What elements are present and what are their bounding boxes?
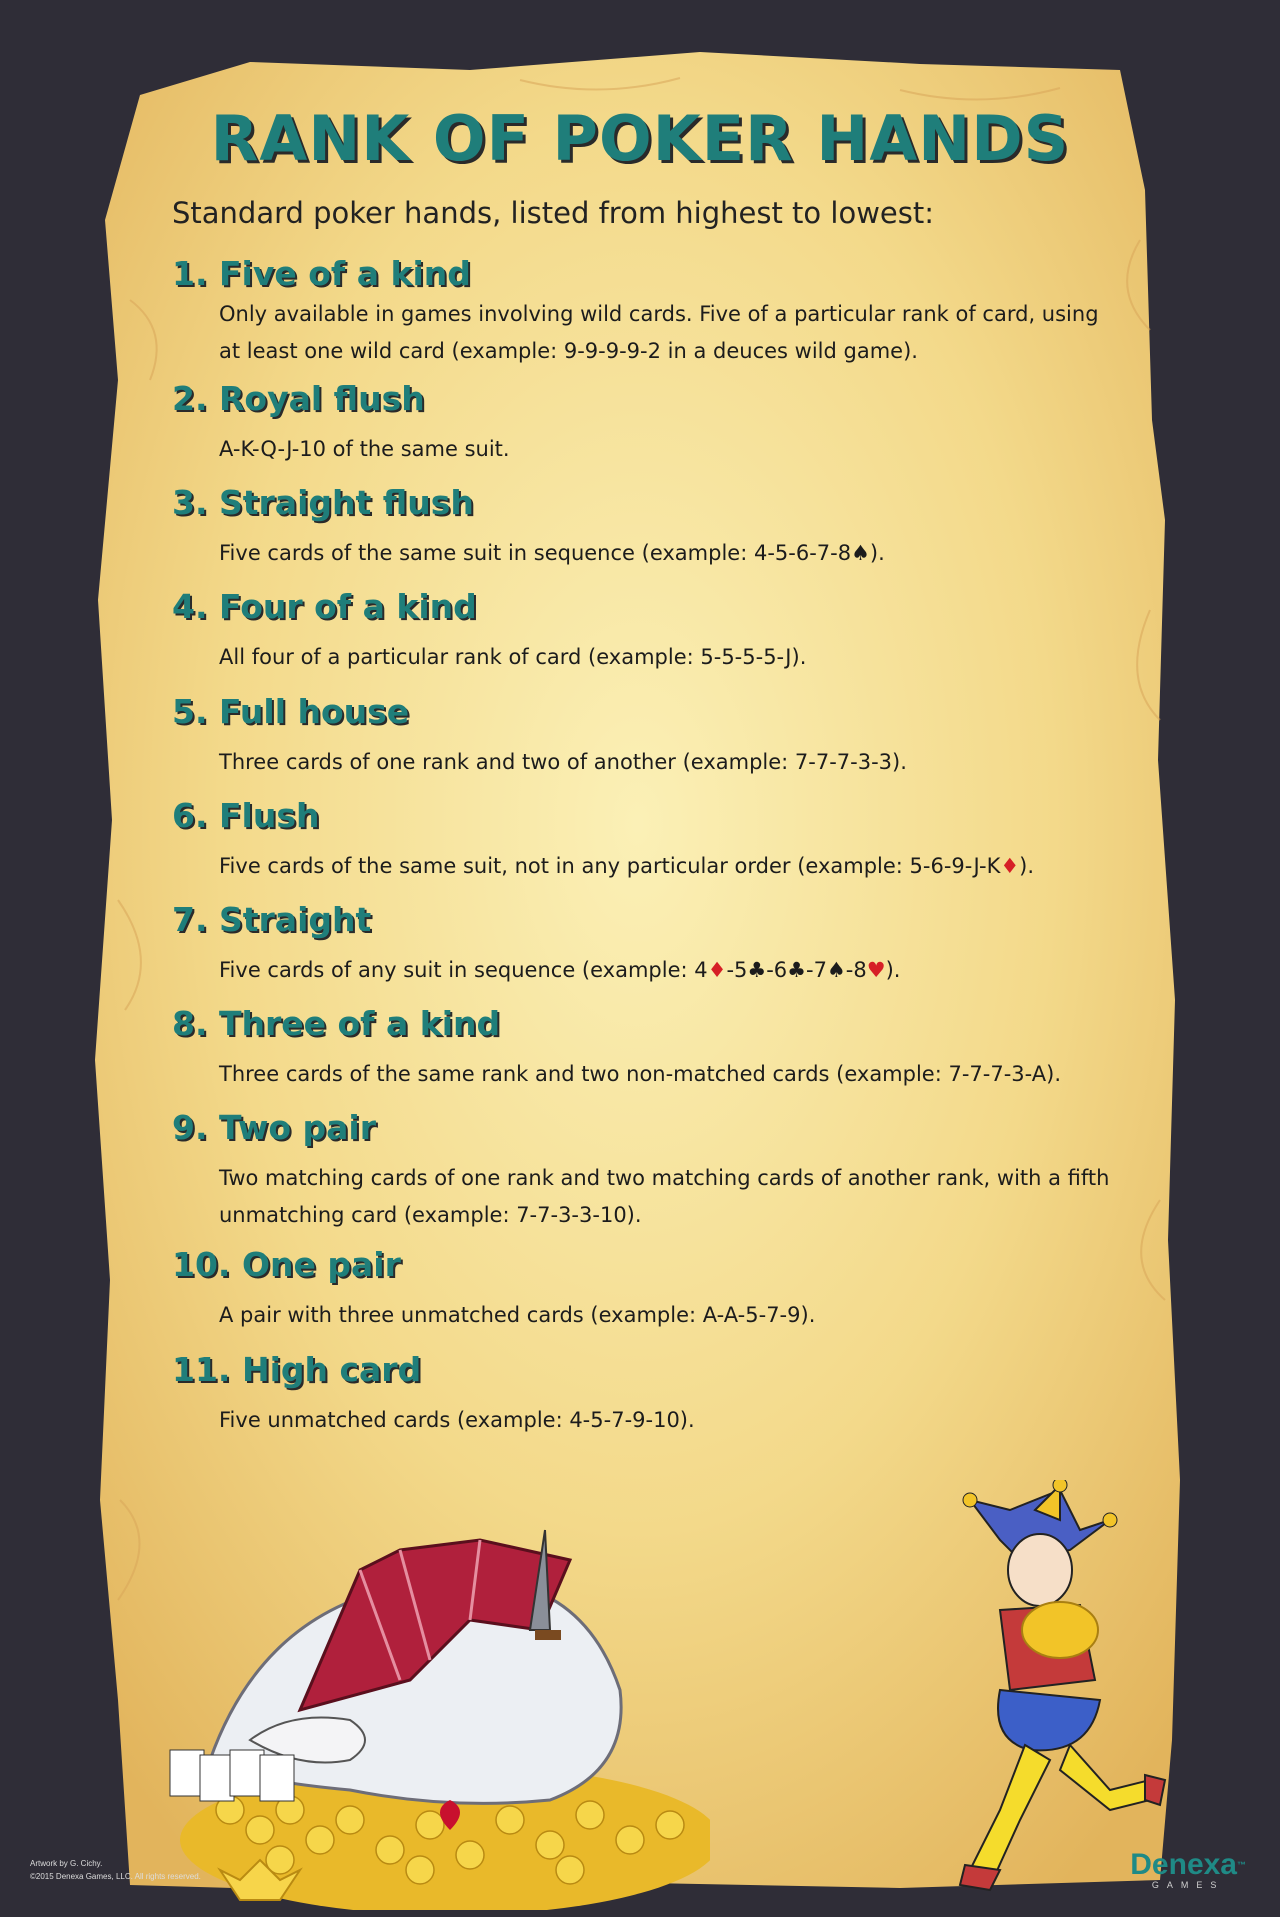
credits [30,1857,201,1883]
artwork-credit: Artwork by G. Cichy. [30,1859,103,1868]
trademark-symbol: ™ [1237,1860,1246,1870]
hand-description: A pair with three unmatched cards (example: A-A-5-7-9). [219,1303,816,1327]
hand-name: 7. Straight [172,900,372,939]
hand-description: A-K-Q-J-10 of the same suit. [219,437,510,461]
hand-name: 3. Straight flush [172,483,474,522]
diamond-icon: ♦ [1000,854,1020,878]
hand-name: 6. Flush [172,796,320,835]
description-text: -8 [845,958,867,982]
hand-name: 8. Three of a kind [172,1004,501,1043]
logo-subtitle: GAMES [1151,1880,1225,1890]
hand-name: 10. One pair [172,1245,401,1284]
hand-name: 2. Royal flush [172,379,425,418]
description-text: Five cards of the same suit in sequence (example: 4-5-6-7-8 [219,541,852,565]
hand-name: 1. Five of a kind [172,254,471,293]
heart-icon: ♥ [866,958,886,982]
description-text: -7 [806,958,827,982]
description-text: ). [1019,854,1035,878]
hand-description [219,952,1119,989]
page-title: RANK OF POKER HANDS [210,102,1070,175]
club-icon: ♣ [747,958,767,982]
hand-name: 5. Full house [172,692,410,731]
hand-name: 9. Two pair [172,1108,376,1147]
description-text: ). [885,958,901,982]
description-text: Five cards of the same suit, not in any particular order (example: 5-6-9-J-K [219,854,1001,878]
description-text: ). [869,541,885,565]
hand-name: 11. High card [172,1350,422,1389]
hand-description: Only available in games involving wild cards. Five of a particular rank of card, using at least one wild card (example: 9-9-9-9-2 in a deuces wild game). [219,302,1099,363]
description-text: Five cards of any suit in sequence (example: 4 [219,958,708,982]
hand-description: All four of a particular rank of card (example: 5-5-5-5-J). [219,645,807,669]
hand-description: Five unmatched cards (example: 4-5-7-9-10). [219,1408,695,1432]
spade-icon: ♠ [851,541,870,565]
logo-name: Denexa [1130,1848,1237,1881]
copyright-notice: ©2015 Denexa Games, LLC. All rights reserved. [30,1872,201,1881]
logo-wordmark [1130,1850,1246,1880]
hand-description: Three cards of the same rank and two non-matched cards (example: 7-7-7-3-A). [219,1062,1061,1086]
hand-description: Two matching cards of one rank and two matching cards of another rank, with a fifth unmatching card (example: 7-7-3-3-10). [219,1166,1110,1227]
dragon-illustration [150,1510,710,1910]
hand-description [219,535,1119,572]
description-text: -5 [726,958,748,982]
denexa-logo [1130,1850,1246,1890]
description-text: -6 [766,958,788,982]
club-icon: ♣ [787,958,806,982]
subtitle: Standard poker hands, listed from highest to lowest: [172,196,935,230]
diamond-icon: ♦ [707,958,727,982]
jester-illustration [940,1480,1170,1900]
hand-description [219,848,1119,885]
spade-icon: ♠ [826,958,846,982]
hand-name: 4. Four of a kind [172,587,477,626]
hand-description: Three cards of one rank and two of another (example: 7-7-7-3-3). [219,750,907,774]
